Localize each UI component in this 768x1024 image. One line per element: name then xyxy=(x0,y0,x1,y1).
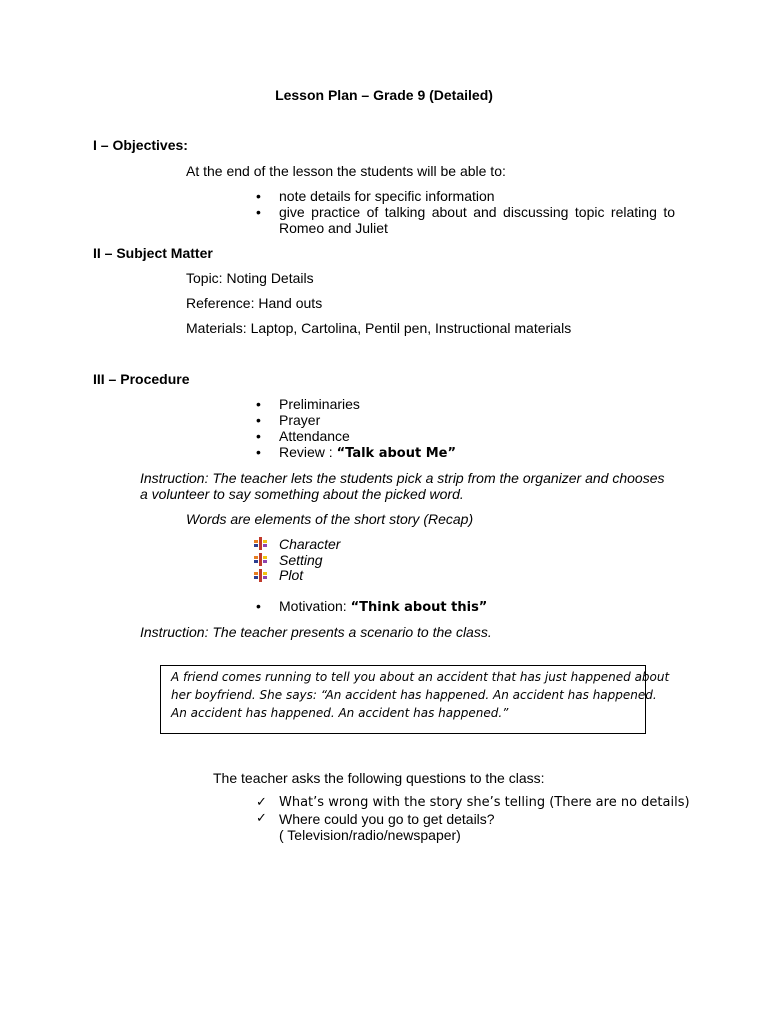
arrow-bullet-icon xyxy=(254,537,267,550)
objective-item: note details for specific information xyxy=(279,188,495,204)
motivation-line xyxy=(279,598,487,616)
objective-item-continued: Romeo and Juliet xyxy=(279,220,388,236)
scenario-line: A friend comes running to tell you about an accident that has just happened about xyxy=(171,670,670,684)
scenario-box xyxy=(160,665,670,734)
checkmark-icon: ✓ xyxy=(256,795,267,810)
arrow-bullet-icon xyxy=(254,553,267,566)
scenario-line: An accident has happened. An accident has happened.” xyxy=(171,706,509,720)
review-label: Review : xyxy=(279,444,337,460)
element-item: Plot xyxy=(279,567,304,583)
question-item: What’s wrong with the story she’s telling (There are no details) xyxy=(279,795,690,810)
question-answer: ( Television/radio/newspaper) xyxy=(279,827,461,843)
topic-line: Topic: Noting Details xyxy=(186,270,314,286)
bullet-icon: • xyxy=(256,598,261,614)
bullet-icon: • xyxy=(256,412,261,428)
arrow-bullet-icon xyxy=(254,569,267,582)
page-title: Lesson Plan – Grade 9 (Detailed) xyxy=(275,87,493,103)
procedure-item: Attendance xyxy=(279,428,350,444)
subject-matter-heading: II – Subject Matter xyxy=(93,245,213,261)
motivation-label: Motivation: xyxy=(279,598,351,614)
instruction-line: Instruction: The teacher lets the students pick a strip from the organizer and chooses xyxy=(140,470,665,486)
review-title: “Talk about Me” xyxy=(336,446,457,461)
objective-item: give practice of talking about and discussing topic relating to xyxy=(279,204,675,220)
objectives-intro: At the end of the lesson the students will be able to: xyxy=(186,163,506,179)
instruction-line: a volunteer to say something about the picked word. xyxy=(140,486,464,502)
instruction-line: Instruction: The teacher presents a scenario to the class. xyxy=(140,624,492,640)
element-item: Character xyxy=(279,536,341,552)
questions-intro: The teacher asks the following questions to the class: xyxy=(213,770,545,786)
materials-line: Materials: Laptop, Cartolina, Pentil pen, Instructional materials xyxy=(186,320,572,336)
motivation-title: “Think about this” xyxy=(350,600,488,615)
objectives-heading: I – Objectives: xyxy=(93,137,188,153)
bullet-icon: • xyxy=(256,444,261,460)
words-recap-line: Words are elements of the short story (Recap) xyxy=(186,511,474,527)
scenario-line: her boyfriend. She says: “An accident has happened. An accident has happened. xyxy=(171,688,657,702)
bullet-icon: • xyxy=(256,188,261,204)
procedure-heading: III – Procedure xyxy=(93,371,190,387)
element-item: Setting xyxy=(279,552,323,568)
procedure-item: Preliminaries xyxy=(279,396,360,412)
bullet-icon: • xyxy=(256,428,261,444)
checkmark-icon: ✓ xyxy=(256,811,267,826)
procedure-item: Prayer xyxy=(279,412,321,428)
reference-line: Reference: Hand outs xyxy=(186,295,323,311)
bullet-icon: • xyxy=(256,204,261,220)
bullet-icon: • xyxy=(256,396,261,412)
review-line xyxy=(279,444,456,462)
question-item: Where could you go to get details? xyxy=(279,811,495,827)
